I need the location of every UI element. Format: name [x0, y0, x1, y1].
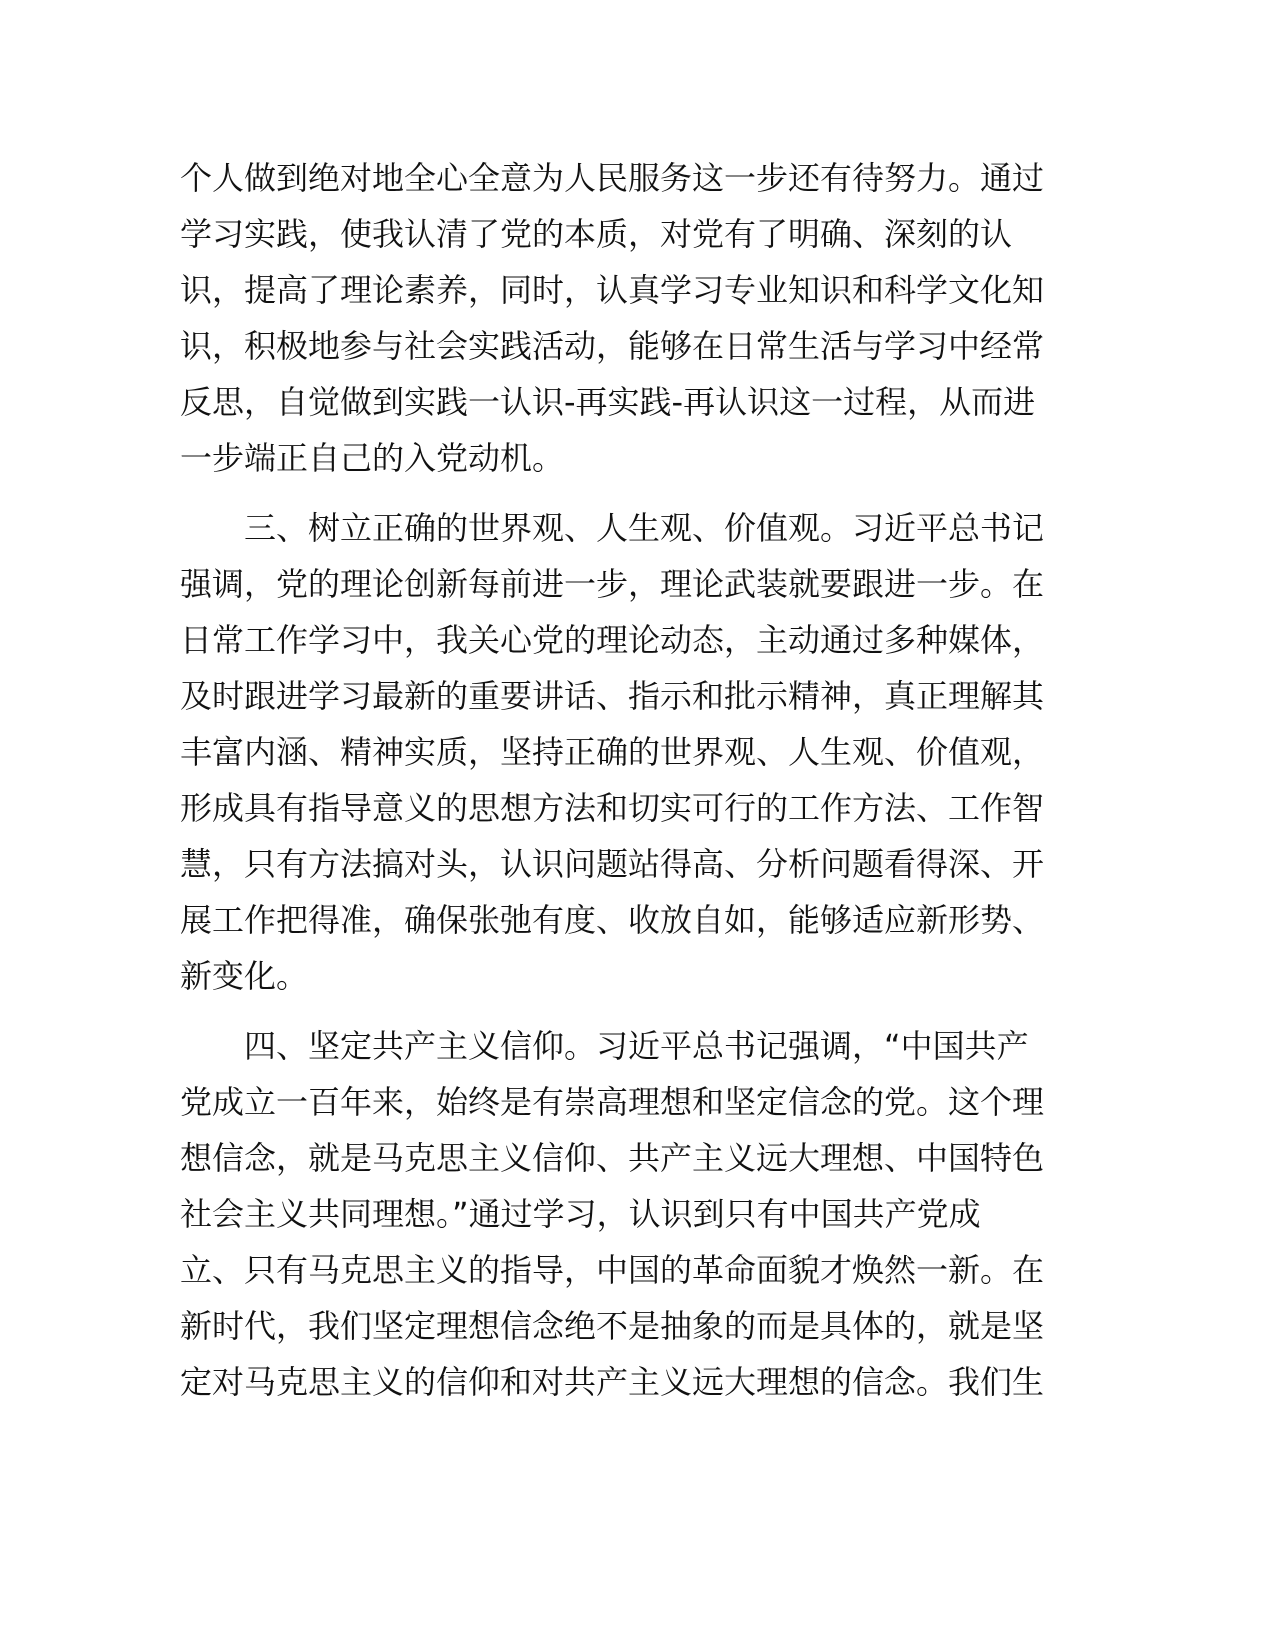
text-line: 个人做到绝对地全心全意为人民服务这一步还有待努力。通过 — [180, 159, 1045, 197]
text-line: 四、坚定共产主义信仰。习近平总书记强调，“中国共产 — [244, 1027, 1029, 1065]
text-line: 三、树立正确的世界观、人生观、价值观。习近平总书记 — [244, 509, 1045, 547]
text-line: 定对马克思主义的信仰和对共产主义远大理想的信念。我们生 — [180, 1363, 1045, 1401]
paragraph-2 — [180, 500, 1060, 1004]
text-line: 立、只有马克思主义的指导，中国的革命面貌才焕然一新。在 — [180, 1251, 1045, 1289]
body-text — [180, 150, 1060, 1410]
text-line: 识，提高了理论素养，同时，认真学习专业知识和科学文化知 — [180, 271, 1045, 309]
text-line: 学习实践，使我认清了党的本质，对党有了明确、深刻的认 — [180, 215, 1013, 253]
paragraph-spacer — [180, 1004, 1060, 1018]
text-line: 慧，只有方法搞对头，认识问题站得高、分析问题看得深、开 — [180, 845, 1045, 883]
text-line: 丰富内涵、精神实质，坚持正确的世界观、人生观、价值观， — [180, 733, 1045, 771]
text-line: 新时代，我们坚定理想信念绝不是抽象的而是具体的，就是坚 — [180, 1307, 1045, 1345]
text-line: 党成立一百年来，始终是有崇高理想和坚定信念的党。这个理 — [180, 1083, 1045, 1121]
text-line: 日常工作学习中，我关心党的理论动态，主动通过多种媒体， — [180, 621, 1045, 659]
text-line: 想信念，就是马克思主义信仰、共产主义远大理想、中国特色 — [180, 1139, 1045, 1177]
text-line: 社会主义共同理想。”通过学习，认识到只有中国共产党成 — [180, 1195, 981, 1233]
paragraph-spacer — [180, 486, 1060, 500]
text-line: 反思，自觉做到实践一认识-再实践-再认识这一过程，从而进 — [180, 383, 1036, 421]
text-line: 识，积极地参与社会实践活动，能够在日常生活与学习中经常 — [180, 327, 1045, 365]
text-line: 及时跟进学习最新的重要讲话、指示和批示精神，真正理解其 — [180, 677, 1045, 715]
text-line: 形成具有指导意义的思想方法和切实可行的工作方法、工作智 — [180, 789, 1045, 827]
text-line: 强调，党的理论创新每前进一步，理论武装就要跟进一步。在 — [180, 565, 1045, 603]
text-line: 展工作把得准，确保张弛有度、收放自如，能够适应新形势、 — [180, 901, 1045, 939]
text-line: 新变化。 — [180, 957, 309, 995]
text-line: 一步端正自己的入党动机。 — [180, 439, 565, 477]
paragraph-3 — [180, 1018, 1060, 1410]
paragraph-1 — [180, 150, 1060, 486]
